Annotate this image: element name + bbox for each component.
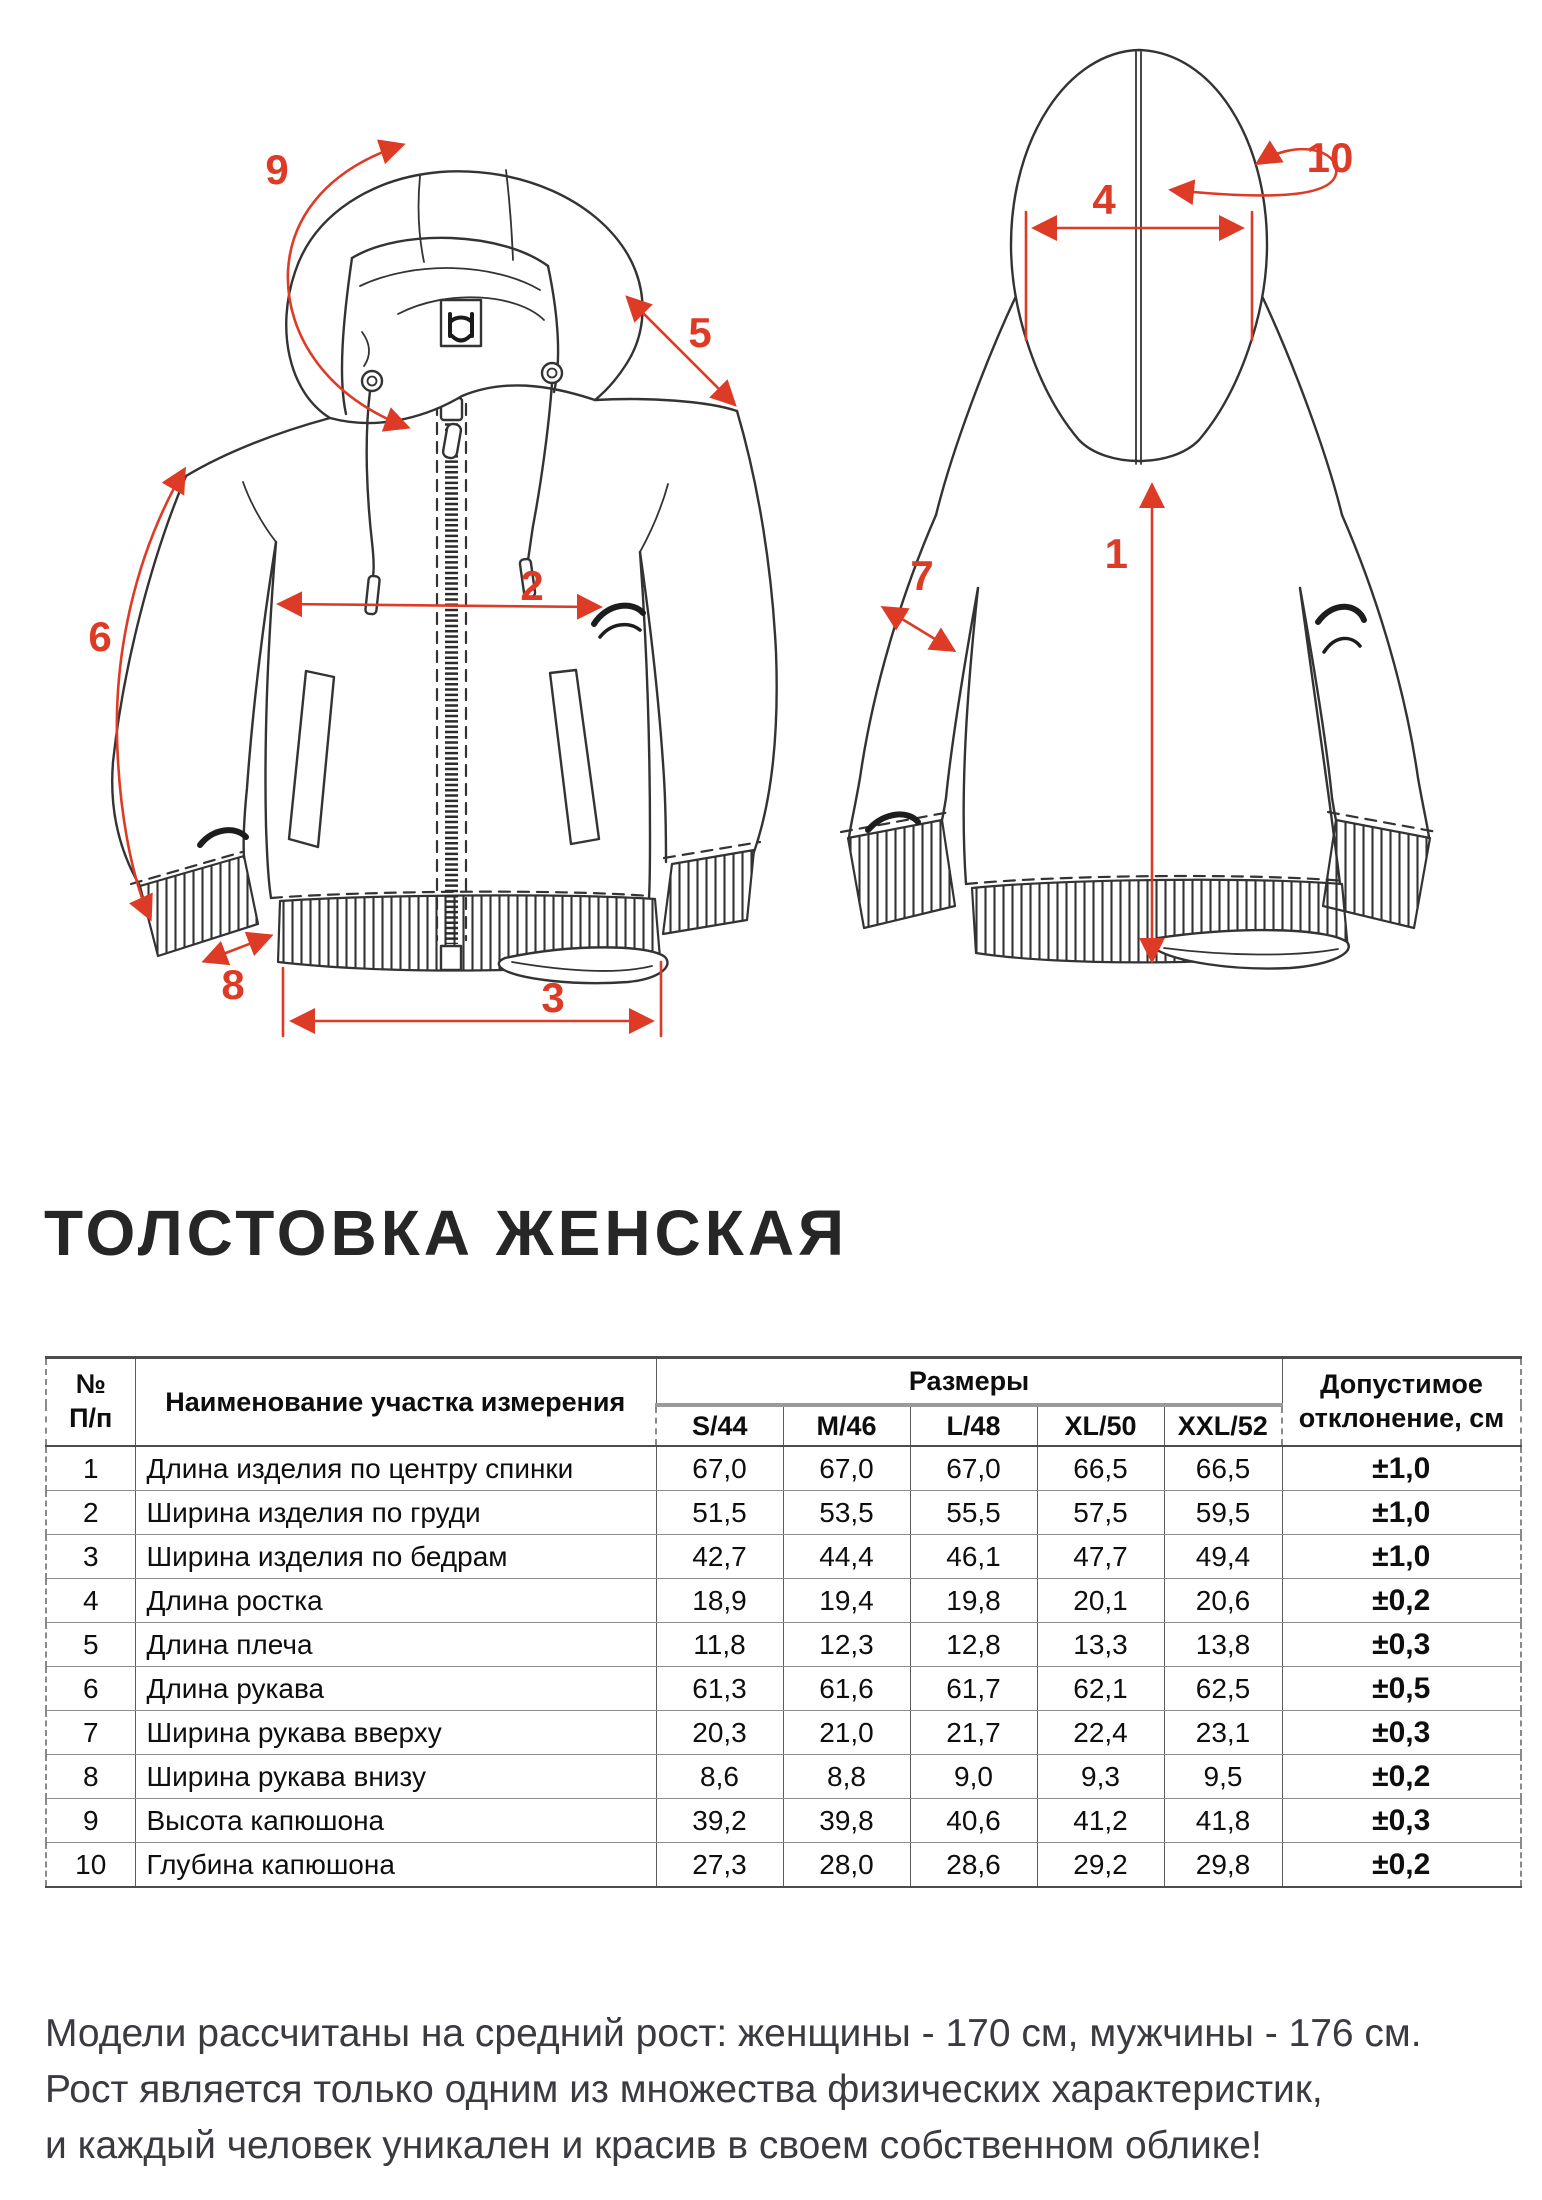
col-header-measure-name: Наименование участка измерения: [135, 1358, 656, 1447]
row-number: 5: [46, 1623, 135, 1667]
callout-9-label: 9: [265, 146, 289, 193]
size-value: 55,5: [910, 1491, 1037, 1535]
measure-name: Ширина изделия по бедрам: [135, 1535, 656, 1579]
size-table-body: [46, 1446, 1521, 1887]
size-value: 13,8: [1164, 1623, 1282, 1667]
table-row: [46, 1579, 1521, 1623]
tolerance-value: ±0,5: [1282, 1667, 1521, 1711]
row-number: 8: [46, 1755, 135, 1799]
size-value: 40,6: [910, 1799, 1037, 1843]
footer-note: [45, 2006, 1525, 2174]
measure-name: Длина рукава: [135, 1667, 656, 1711]
size-value: 41,2: [1037, 1799, 1164, 1843]
size-value: 41,8: [1164, 1799, 1282, 1843]
tolerance-value: ±0,3: [1282, 1799, 1521, 1843]
size-value: 12,3: [783, 1623, 910, 1667]
size-value: 49,4: [1164, 1535, 1282, 1579]
col-header-size-xl: XL/50: [1037, 1405, 1164, 1446]
page-title: ТОЛСТОВКА ЖЕНСКАЯ: [44, 1197, 849, 1269]
callout-10-label: 10: [1306, 134, 1354, 181]
measure-name: Ширина изделия по груди: [135, 1491, 656, 1535]
size-value: 44,4: [783, 1535, 910, 1579]
footer-line-3: и каждый человек уникален и красив в своем собственном облике!: [45, 2124, 1262, 2167]
size-value: 9,5: [1164, 1755, 1282, 1799]
table-row: [46, 1623, 1521, 1667]
table-row: [46, 1843, 1521, 1888]
col-header-number-line2: П/п: [69, 1403, 113, 1433]
tolerance-value: ±0,2: [1282, 1843, 1521, 1888]
tolerance-value: ±0,2: [1282, 1755, 1521, 1799]
size-value: 29,2: [1037, 1843, 1164, 1888]
size-value: 67,0: [910, 1446, 1037, 1491]
hoodie-front-view: [112, 170, 776, 983]
col-header-sizes-group: Размеры: [656, 1358, 1282, 1406]
size-value: 18,9: [656, 1579, 783, 1623]
size-value: 13,3: [1037, 1623, 1164, 1667]
size-value: 12,8: [910, 1623, 1037, 1667]
measure-name: Ширина рукава вверху: [135, 1711, 656, 1755]
col-header-number: [46, 1358, 135, 1447]
size-value: 21,7: [910, 1711, 1037, 1755]
size-value: 20,3: [656, 1711, 783, 1755]
front-pocket-left: [289, 671, 334, 847]
size-value: 11,8: [656, 1623, 783, 1667]
size-value: 39,2: [656, 1799, 783, 1843]
callout-6-label: 6: [88, 613, 112, 660]
row-number: 10: [46, 1843, 135, 1888]
size-value: 20,6: [1164, 1579, 1282, 1623]
size-value: 8,8: [783, 1755, 910, 1799]
size-value: 28,0: [783, 1843, 910, 1888]
size-value: 67,0: [656, 1446, 783, 1491]
col-header-size-m: M/46: [783, 1405, 910, 1446]
row-number: 9: [46, 1799, 135, 1843]
measure-name: Длина изделия по центру спинки: [135, 1446, 656, 1491]
measure-name: Высота капюшона: [135, 1799, 656, 1843]
footer-line-1: Модели рассчитаны на средний рост: женщины - 170 см, мужчины - 176 см.: [45, 2012, 1422, 2055]
callout-8: [205, 936, 270, 1008]
row-number: 1: [46, 1446, 135, 1491]
size-value: 66,5: [1037, 1446, 1164, 1491]
table-row: [46, 1799, 1521, 1843]
size-value: 23,1: [1164, 1711, 1282, 1755]
size-value: 19,8: [910, 1579, 1037, 1623]
callout-5: [628, 298, 734, 404]
callout-6: [88, 470, 184, 918]
row-number: 2: [46, 1491, 135, 1535]
table-row: [46, 1491, 1521, 1535]
size-value: 53,5: [783, 1491, 910, 1535]
size-value: 61,6: [783, 1667, 910, 1711]
callout-2-label: 2: [520, 562, 544, 609]
measure-name: Длина ростка: [135, 1579, 656, 1623]
callout-7: [884, 552, 953, 650]
size-value: 20,1: [1037, 1579, 1164, 1623]
size-value: 59,5: [1164, 1491, 1282, 1535]
row-number: 3: [46, 1535, 135, 1579]
tolerance-value: ±1,0: [1282, 1535, 1521, 1579]
size-value: 62,1: [1037, 1667, 1164, 1711]
row-number: 6: [46, 1667, 135, 1711]
size-value: 22,4: [1037, 1711, 1164, 1755]
size-value: 9,0: [910, 1755, 1037, 1799]
col-header-number-line1: №: [75, 1369, 106, 1400]
col-header-size-xxl: XXL/52: [1164, 1405, 1282, 1446]
size-value: 42,7: [656, 1535, 783, 1579]
size-value: 19,4: [783, 1579, 910, 1623]
callout-8-label: 8: [221, 961, 245, 1008]
callout-2: [280, 562, 599, 609]
callout-1-label: 1: [1104, 530, 1128, 577]
footer-line-2: Рост является только одним из множества физических характеристик,: [45, 2068, 1323, 2111]
size-table-wrap: [45, 1356, 1520, 1888]
size-value: 57,5: [1037, 1491, 1164, 1535]
size-value: 47,7: [1037, 1535, 1164, 1579]
row-number: 4: [46, 1579, 135, 1623]
table-row: [46, 1711, 1521, 1755]
size-value: 51,5: [656, 1491, 783, 1535]
size-value: 8,6: [656, 1755, 783, 1799]
size-value: 9,3: [1037, 1755, 1164, 1799]
size-value: 21,0: [783, 1711, 910, 1755]
size-value: 28,6: [910, 1843, 1037, 1888]
size-value: 39,8: [783, 1799, 910, 1843]
col-header-tolerance: [1282, 1358, 1521, 1447]
size-value: 61,7: [910, 1667, 1037, 1711]
tolerance-value: ±0,3: [1282, 1711, 1521, 1755]
callout-4-label: 4: [1092, 176, 1116, 223]
table-row: [46, 1535, 1521, 1579]
measure-name: Длина плеча: [135, 1623, 656, 1667]
tolerance-value: ±0,2: [1282, 1579, 1521, 1623]
callout-3-label: 3: [541, 974, 565, 1021]
size-value: 62,5: [1164, 1667, 1282, 1711]
table-row: [46, 1446, 1521, 1491]
col-header-tolerance-line1: Допустимое: [1320, 1369, 1483, 1400]
size-value: 61,3: [656, 1667, 783, 1711]
front-pocket-right: [550, 670, 599, 844]
tolerance-value: ±1,0: [1282, 1491, 1521, 1535]
col-header-size-l: L/48: [910, 1405, 1037, 1446]
measure-name: Ширина рукава внизу: [135, 1755, 656, 1799]
zipper: [437, 398, 466, 970]
callout-7-label: 7: [910, 552, 934, 599]
tolerance-value: ±0,3: [1282, 1623, 1521, 1667]
size-value: 29,8: [1164, 1843, 1282, 1888]
row-number: 7: [46, 1711, 135, 1755]
table-row: [46, 1667, 1521, 1711]
col-header-size-s: S/44: [656, 1405, 783, 1446]
callout-5-label: 5: [688, 309, 712, 356]
table-row: [46, 1755, 1521, 1799]
size-value: 46,1: [910, 1535, 1037, 1579]
col-header-tolerance-line2: отклонение, см: [1298, 1403, 1505, 1433]
neck-label: [441, 300, 481, 346]
measure-name: Глубина капюшона: [135, 1843, 656, 1888]
size-value: 27,3: [656, 1843, 783, 1888]
tolerance-value: ±1,0: [1282, 1446, 1521, 1491]
hoodie-back-view: [841, 50, 1437, 969]
size-value: 67,0: [783, 1446, 910, 1491]
size-table: [45, 1356, 1522, 1888]
size-value: 66,5: [1164, 1446, 1282, 1491]
